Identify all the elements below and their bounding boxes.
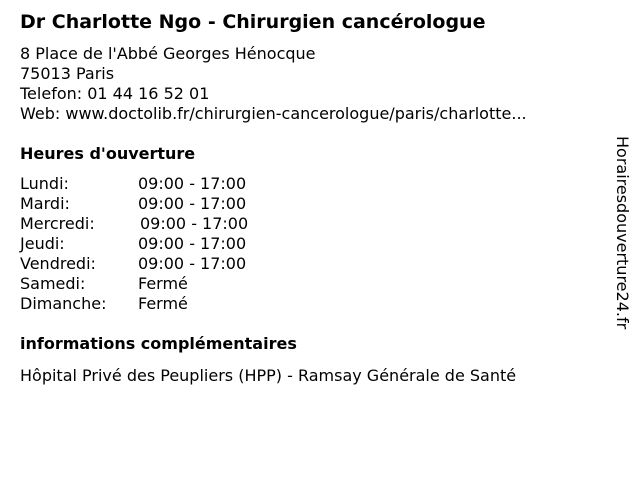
additional-info-heading: informations complémentaires bbox=[20, 334, 297, 353]
opening-hours-heading: Heures d'ouverture bbox=[20, 144, 196, 163]
hours-time-value: 09:00 - 17:00 bbox=[138, 194, 247, 213]
side-brand-text: Horairesdouverture24.fr bbox=[613, 136, 632, 330]
hours-row-wednesday bbox=[20, 214, 320, 234]
additional-info-text: Hôpital Privé des Peupliers (HPP) - Ramsay Générale de Santé bbox=[20, 366, 517, 385]
hours-row-monday bbox=[20, 174, 320, 194]
hours-row-tuesday bbox=[20, 194, 320, 214]
hours-time-value: Fermé bbox=[138, 274, 188, 293]
hours-day-label: Vendredi: bbox=[20, 254, 96, 273]
side-brand-watermark bbox=[612, 136, 632, 344]
hours-time-value: 09:00 - 17:00 bbox=[138, 254, 247, 273]
website-link[interactable]: Web: www.doctolib.fr/chirurgien-cancerologue/paris/charlotte... bbox=[20, 104, 527, 123]
hours-day-label: Samedi: bbox=[20, 274, 86, 293]
hours-time-value: 09:00 - 17:00 bbox=[138, 174, 247, 193]
hours-time-value: 09:00 - 17:00 bbox=[140, 214, 249, 233]
hours-row-saturday bbox=[20, 274, 320, 294]
hours-row-sunday bbox=[20, 294, 320, 314]
street-address: 8 Place de l'Abbé Georges Hénocque bbox=[20, 44, 316, 63]
hours-day-label: Mardi: bbox=[20, 194, 70, 213]
hours-time-value: Fermé bbox=[138, 294, 188, 313]
city-postcode: 75013 Paris bbox=[20, 64, 115, 83]
hours-day-label: Mercredi: bbox=[20, 214, 95, 233]
hours-day-label: Lundi: bbox=[20, 174, 69, 193]
hours-day-label: Dimanche: bbox=[20, 294, 107, 313]
phone-number: Telefon: 01 44 16 52 01 bbox=[20, 84, 210, 103]
hours-row-thursday bbox=[20, 234, 320, 254]
hours-day-label: Jeudi: bbox=[20, 234, 65, 253]
hours-row-friday bbox=[20, 254, 320, 274]
page-title: Dr Charlotte Ngo - Chirurgien cancérologue bbox=[20, 11, 486, 33]
hours-time-value: 09:00 - 17:00 bbox=[138, 234, 247, 253]
